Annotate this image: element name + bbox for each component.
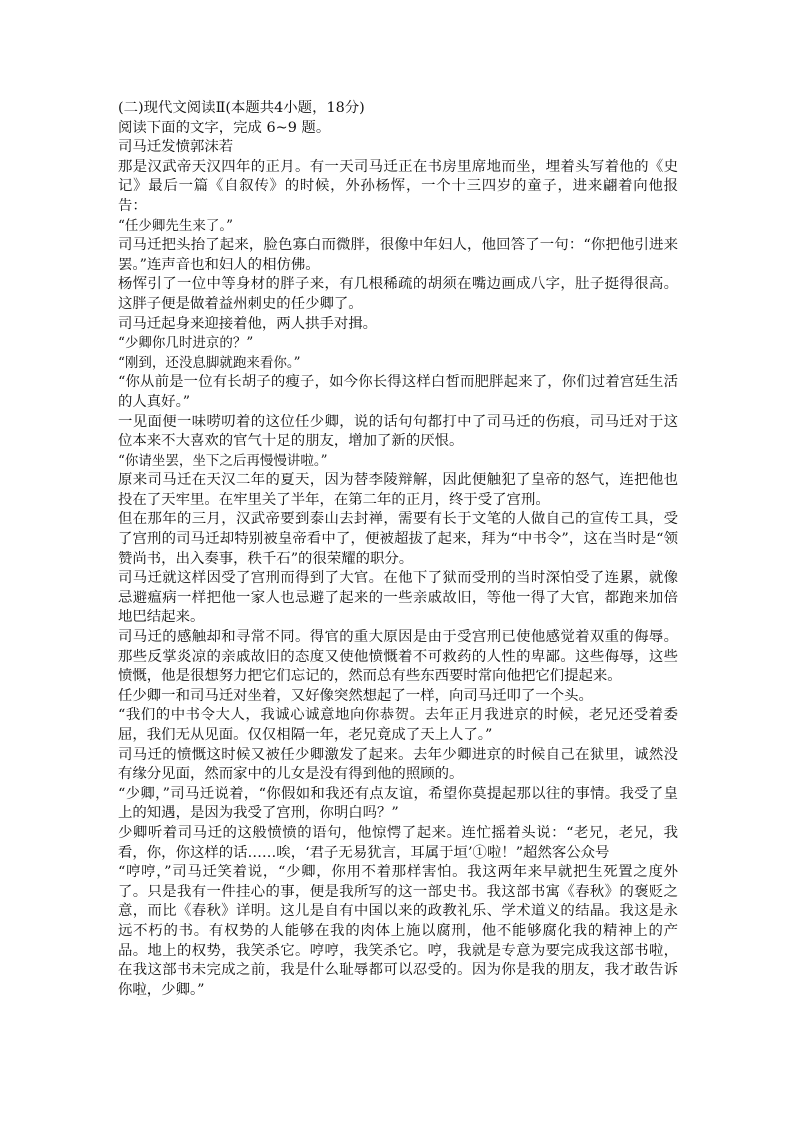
paragraph-19: 少卿听着司马迁的这般愤愤的语句，他惊愕了起来。连忙摇着头说：“老兄，老兄，我看，你，你这样的话……唉，‘君子无易犹言，耳属于垣’①啦！”超然客公众号 [118,824,678,861]
paragraph-11: 原来司马迁在天汉二年的夏天，因为替李陵辩解，因此便触犯了皇帝的怒气，连把他也投在了天牢里。在牢里关了半年，在第二年的正月，终于受了宫刑。 [118,472,678,508]
paragraph-5: 司马迁起身来迎接着他，两人拱手对揖。 [118,315,378,332]
article-title: 司马迁发愤郭沫若 [118,139,234,156]
paragraph-6: “少卿你几时进京的？” [118,335,254,352]
paragraph-2: “任少卿先生来了。” [118,217,234,234]
article-body [118,99,678,1000]
paragraph-8: “你从前是一位有长胡子的瘦子，如今你长得这样白皙而肥胖起来了，你们过着宫廷生活的人真好。” [118,374,678,410]
paragraph-18: “少卿，”司马迁说着，“你假如和我还有点友谊，希望你莫提起那以往的事情。我受了皇上的知遇，是因为我受了宫刑，你明白吗？” [118,785,678,822]
paragraph-4: 杨恽引了一位中等身材的胖子来，有几根稀疏的胡须在嘴边画成八字，肚子挺得很高。这胖子便是做着益州刺史的任少卿了。 [118,276,678,312]
paragraph-12: 但在那年的三月，汉武帝要到泰山去封禅，需要有长于文笔的人做自己的宣传工具，受了宫刑的司马迁却特别被皇帝看中了，便被超拔了起来，拜为“中书令”，这在当时是“领赞尚书，出入奏事，秩千石”的很荣耀的职分。 [118,511,678,567]
paragraph-7: “刚到，还没息脚就跑来看你。” [118,354,301,371]
paragraph-13: 司马迁就这样因受了宫刑而得到了大官。在他下了狱而受刑的当时深怕受了连累，就像忌避瘟病一样把他一家人也忌避了起来的一些亲戚故旧，等他一得了大官，都跑来加倍地巴结起来。 [118,570,678,626]
paragraph-1: 那是汉武帝天汉四年的正月。有一天司马迁正在书房里席地而坐，埋着头写着他的《史记》最后一篇《自叙传》的时候，外孙杨恽，一个十三四岁的童子，进来翩着向他报告： [118,158,678,214]
paragraph-17: 司马迁的愤慨这时候又被任少卿激发了起来。去年少卿进京的时候自己在狱里，诚然没有缘分见面，然而家中的儿女是没有得到他的照顾的。 [118,746,678,783]
paragraph-9: 一见面便一味唠叨着的这位任少卿，说的话句句都打中了司马迁的伤痕，司马迁对于这位本来不大喜欢的官气十足的朋友，增加了新的厌恨。 [118,413,678,450]
paragraph-15: 任少卿一和司马迁对坐着，又好像突然想起了一样，向司马迁叩了一个头。 [118,687,593,704]
paragraph-14: 司马迁的感触却和寻常不同。得官的重大原因是由于受宫刑已使他感觉着双重的侮辱。那些反掌炎凉的亲戚故旧的态度又使他愤慨着不可救药的人性的卑鄙。这些侮辱，这些愤慨，他是很想努力把它们忘记的，然而总有些东西要时常向他把它们提起来。 [118,629,678,685]
paragraph-10: “你请坐罢，坐下之后再慢慢讲啦。” [118,452,328,469]
section-header: (二)现代文阅读Ⅱ(本题共4小题，18分) [118,100,365,116]
reading-instruction: 阅读下面的文字，完成 6~9 题。 [118,119,331,136]
paragraph-20: “哼哼，”司马迁笑着说，“少卿，你用不着那样害怕。我这两年来早就把生死置之度外了。只是我有一件挂心的事，便是我所写的这一部史书。我这部书寓《春秋》的褒贬之意，而比《春秋》详明。这儿是自有中国以来的政教礼乐、学术道义的结晶。我这是永远不朽的书。有权势的人能够在我的肉体上施以腐刑，他不能够腐化我的精神上的产品。地上的权势，我笑杀它。哼哼，我笑杀它。哼，我就是专意为要完成我这部书啦，在我这部书未完成之前，我是什么耻辱都可以忍受的。因为你是我的朋友，我才敢告诉你啦，少卿。” [118,864,678,998]
paragraph-16: “我们的中书令大人，我诚心诚意地向你恭贺。去年正月我进京的时候，老兄还受着委屈，我们无从见面。仅仅相隔一年，老兄竟成了天上人了。” [118,707,678,743]
paragraph-3: 司马迁把头抬了起来，脸色寡白而微胖，很像中年妇人，他回答了一句：“你把他引进来罢。”连声音也和妇人的相仿佛。 [118,237,678,273]
